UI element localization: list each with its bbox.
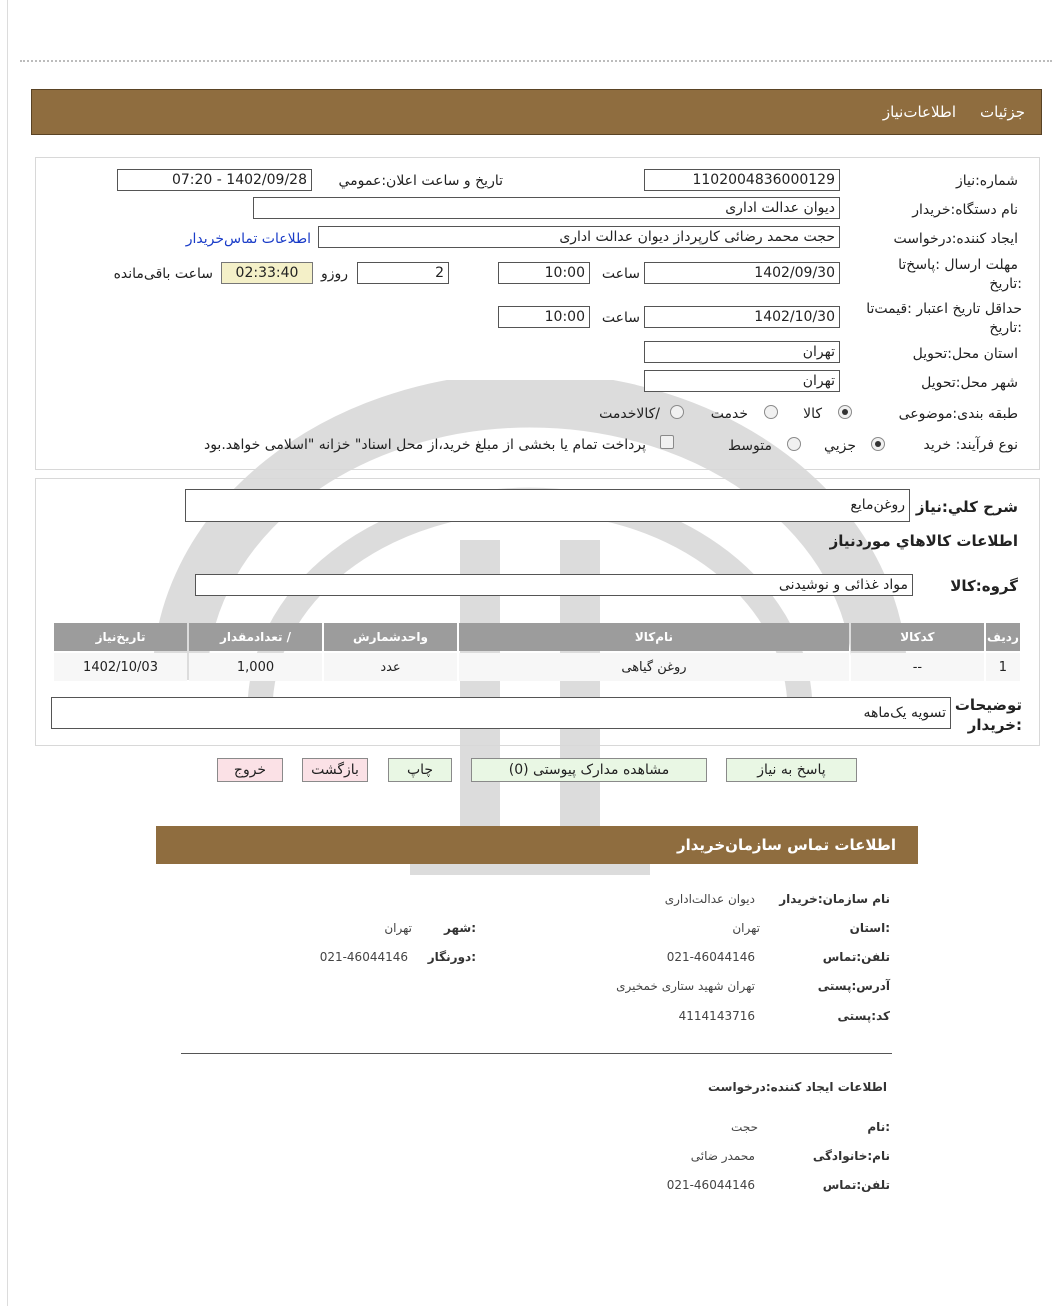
contact-address-value: تهران شهید ستاری خمخیری <box>616 979 755 993</box>
cell-qty: 1,000 <box>189 653 322 681</box>
cell-date: 1402/10/03 <box>54 653 187 681</box>
category-goods-label: کالا <box>803 406 822 422</box>
city-label: شهر محل:تحویل <box>921 375 1018 391</box>
process-medium-radio[interactable] <box>787 437 801 451</box>
cell-code: -- <box>851 653 984 681</box>
contact-fax-value: 021-46044146 <box>319 950 408 964</box>
contact-city-value: تهران <box>384 921 412 935</box>
deadline-label-2: :تاریخ <box>989 276 1022 292</box>
summary-field: روغن‌مایع <box>185 489 910 522</box>
cell-name: روغن گیاهی <box>459 653 849 681</box>
col-date: تاریخ‌نیاز <box>54 623 187 651</box>
validity-time-label: ساعت <box>601 310 640 326</box>
contact-province-value: تهران <box>732 921 760 935</box>
category-service-radio[interactable] <box>764 405 778 419</box>
creator-field: حجت محمد رضائی کارپرداز دیوان عدالت اداری <box>318 226 840 248</box>
cell-row: 1 <box>986 653 1020 681</box>
buyer-org-label: نام دستگاه:خریدار <box>912 202 1018 218</box>
treasury-payment-checkbox[interactable] <box>660 435 674 449</box>
tab-details[interactable]: جزئیات <box>980 103 1025 121</box>
goods-table-header <box>54 623 1020 651</box>
top-divider <box>20 60 1052 62</box>
creator-info-title: اطلاعات ایجاد کننده:درخواست <box>707 1080 887 1094</box>
contact-phone-label: تلفن:تماس <box>822 950 890 964</box>
creator-last-name-value: محمدر ضائی <box>690 1149 755 1163</box>
deadline-date-field: 1402/09/30 <box>644 262 840 284</box>
contact-fax-label: :دورنگار <box>427 950 476 964</box>
contact-phone-value: 021-46044146 <box>666 950 755 964</box>
creator-last-name-label: نام:خانوادگی <box>812 1149 890 1163</box>
view-documents-button[interactable]: مشاهده مدارک پیوستی (0) <box>471 758 707 782</box>
category-goods-radio[interactable] <box>838 405 852 419</box>
days-field: 2 <box>357 262 449 284</box>
creator-label: ایجاد کننده:درخواست <box>893 231 1018 247</box>
col-name: نام‌کالا <box>459 623 849 651</box>
header-tab-bar <box>31 89 1042 135</box>
payment-note: پرداخت تمام یا بخشی از مبلغ خرید،از محل اسناد" خزانه "اسلامی خواهد.بود <box>203 437 646 453</box>
contact-divider <box>181 1053 892 1054</box>
back-button[interactable]: بازگشت <box>302 758 368 782</box>
process-partial-label: جزیي <box>824 438 856 454</box>
creator-first-name-label: :نام <box>867 1120 890 1134</box>
category-both-radio[interactable] <box>670 405 684 419</box>
city-field: تهران <box>644 370 840 392</box>
contact-address-label: آدرس:پستی <box>817 979 890 993</box>
province-field: تهران <box>644 341 840 363</box>
contact-section-title: اطلاعات تماس سازمان‌خریدار <box>156 826 918 864</box>
process-partial-radio[interactable] <box>871 437 885 451</box>
col-unit: واحدشمارش <box>324 623 457 651</box>
deadline-time-label: ساعت <box>601 266 640 282</box>
summary-label: شرح کلي:نیاز <box>915 498 1018 516</box>
creator-phone-value: 021-46044146 <box>666 1178 755 1192</box>
buyer-notes-field: تسویه یک‌ماهه <box>51 697 951 729</box>
contact-province-label: :استان <box>849 921 890 935</box>
remaining-label: ساعت باقی‌مانده <box>113 266 213 282</box>
col-code: کدکالا <box>851 623 984 651</box>
buyer-notes-label-2: :خریدار <box>967 716 1022 734</box>
col-row: ردیف <box>986 623 1020 651</box>
need-number-label: شماره:نیاز <box>955 173 1018 189</box>
print-button[interactable]: چاپ <box>388 758 452 782</box>
buyer-org-field: دیوان عدالت اداری <box>253 197 840 219</box>
goods-group-field: مواد غذائی و نوشیدنی <box>195 574 913 596</box>
validity-date-field: 1402/10/30 <box>644 306 840 328</box>
goods-table <box>52 621 1022 683</box>
creator-first-name-value: حجت <box>731 1120 758 1134</box>
province-label: استان محل:تحویل <box>912 346 1018 362</box>
table-row <box>54 653 1020 681</box>
days-label: روزو <box>320 266 348 282</box>
contact-postal-value: 4114143716 <box>678 1009 755 1023</box>
process-medium-label: متوسط <box>728 438 772 454</box>
org-name-label: نام سازمان:خریدار <box>779 892 890 906</box>
exit-button[interactable]: خروج <box>217 758 283 782</box>
need-number-field: 1102004836000129 <box>644 169 840 191</box>
reply-button[interactable]: پاسخ به نیاز <box>726 758 857 782</box>
goods-group-label: گروه:کالا <box>950 577 1018 595</box>
creator-phone-label: تلفن:تماس <box>822 1178 890 1192</box>
category-both-label: /کالاخدمت <box>599 406 660 422</box>
org-name-value: دیوان عدالت‌اداری <box>664 892 755 906</box>
tab-need-info[interactable]: اطلاعات‌نیاز <box>882 103 957 121</box>
validity-label-2: :تاریخ <box>989 320 1022 336</box>
contact-city-label: :شهر <box>444 921 476 935</box>
contact-postal-label: کد:پستی <box>837 1009 890 1023</box>
buyer-notes-label: توضیحات <box>954 696 1022 714</box>
deadline-label: مهلت ارسال :پاسخ‌تا <box>898 257 1018 273</box>
deadline-time-field: 10:00 <box>498 262 590 284</box>
announce-date-label: تاریخ و ساعت اعلان:عمومي <box>338 173 503 189</box>
validity-time-field: 10:00 <box>498 306 590 328</box>
goods-section-title: اطلاعات کالاهاي موردنیاز <box>829 532 1018 550</box>
category-service-label: خدمت <box>710 406 748 422</box>
buyer-contact-link[interactable]: اطلاعات تماس‌خریدار <box>185 231 311 247</box>
left-border-line <box>7 0 8 1306</box>
announce-date-field: 1402/09/28 - 07:20 <box>117 169 312 191</box>
validity-label: حداقل تاریخ اعتبار :قیمت‌تا <box>866 301 1022 317</box>
category-label: طبقه بندی:موضوعی <box>898 406 1018 422</box>
col-qty: / تعدادمقدار <box>189 623 322 651</box>
cell-unit: عدد <box>324 653 457 681</box>
process-label: نوع فرآیند: خرید <box>923 437 1018 453</box>
remaining-timer: 02:33:40 <box>221 262 313 284</box>
